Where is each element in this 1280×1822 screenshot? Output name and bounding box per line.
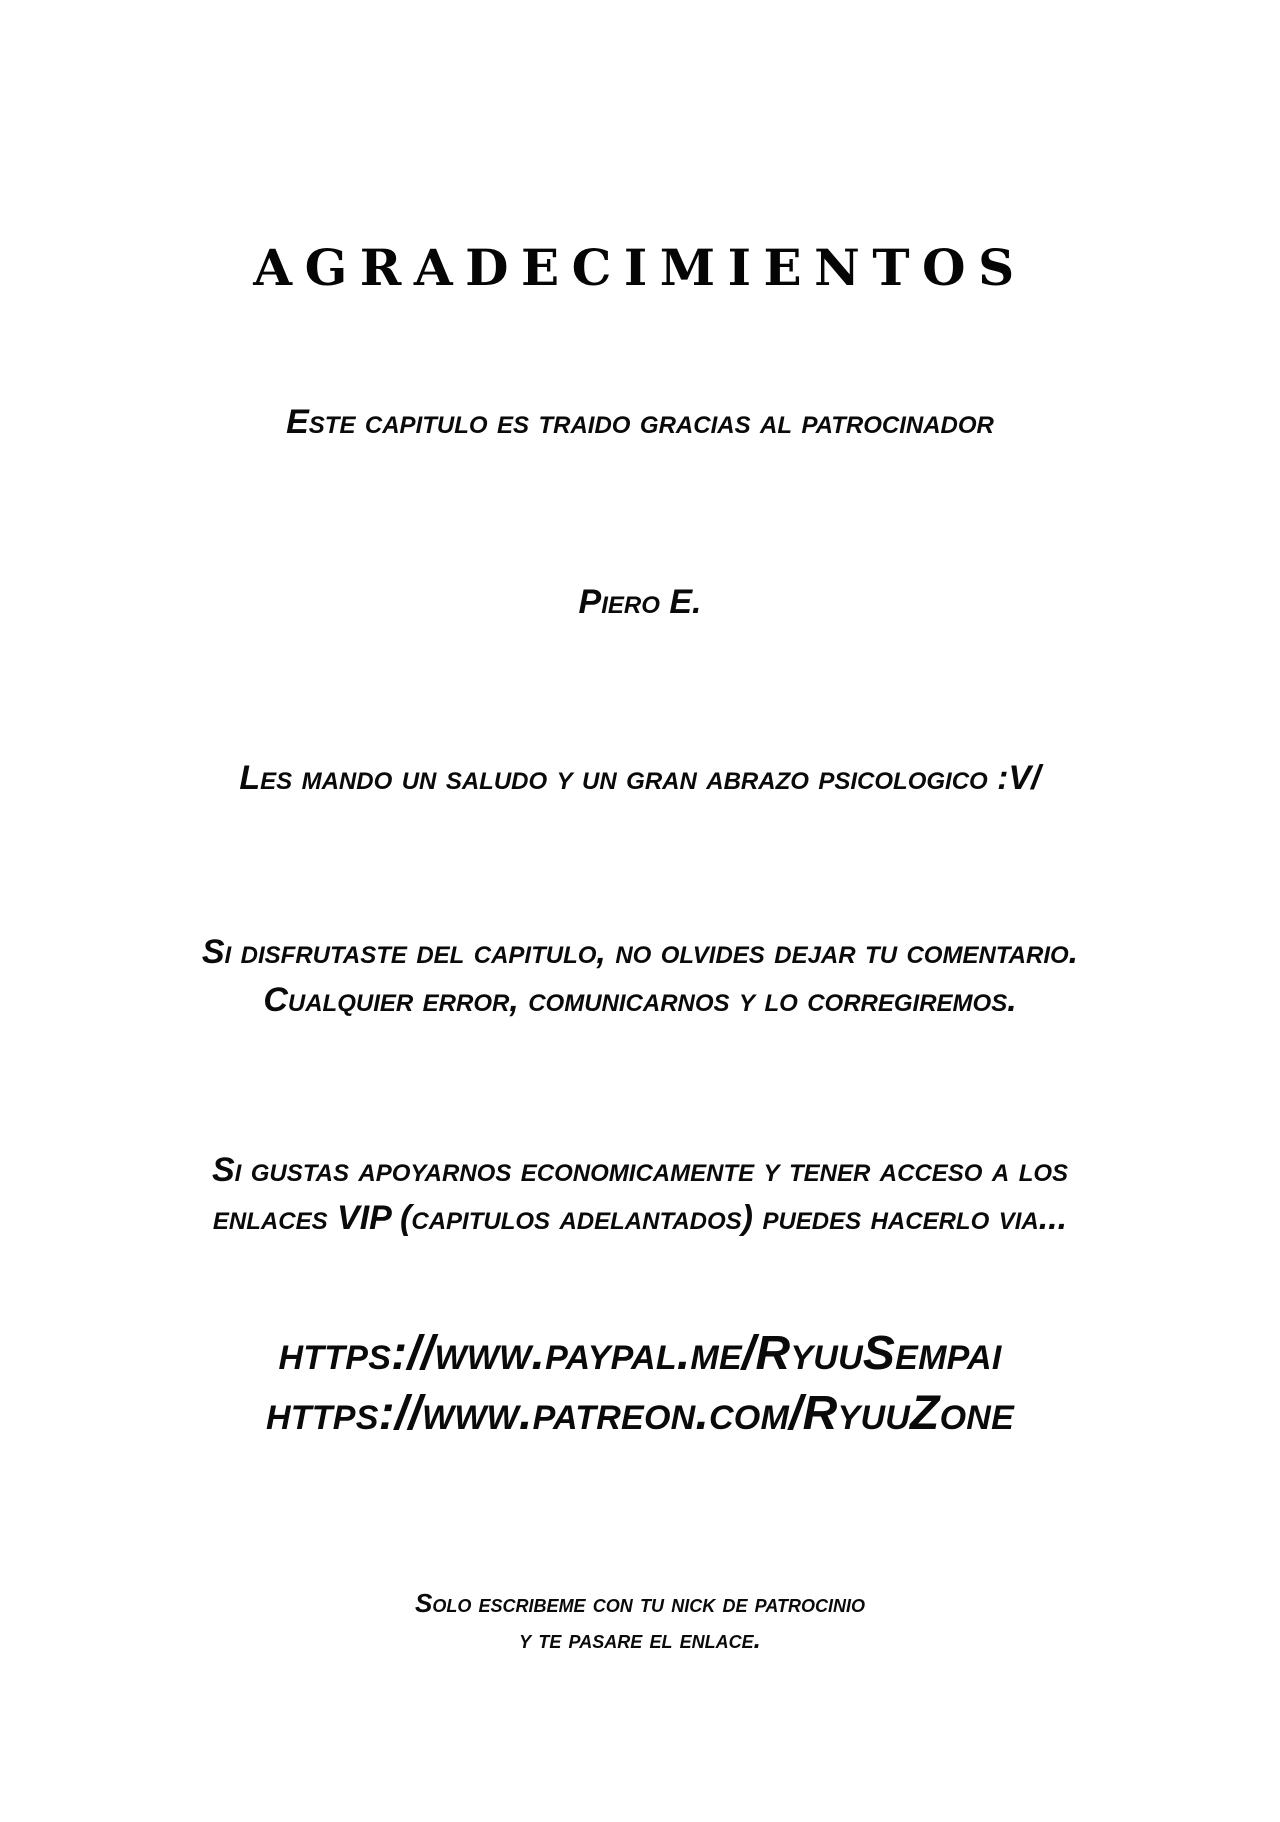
sponsor-intro-text: Este capitulo es traido gracias al patrocinador — [286, 403, 994, 441]
page-title: AGRADECIMIENTOS — [253, 238, 1027, 297]
feedback-line-1: Si disfrutaste del capitulo, no olvides dejar tu comentario. — [201, 933, 1079, 971]
feedback-paragraph — [0, 928, 1280, 1025]
donation-links — [0, 1324, 1280, 1444]
feedback-line-2: Cualquier error, comunicarnos y lo corregiremos. — [263, 981, 1017, 1020]
support-line-1: Si gustas apoyarnos economicamente y tener acceso a los — [211, 1151, 1069, 1189]
patron-name: Piero E. — [578, 583, 702, 621]
patron-instructions — [0, 1586, 1280, 1658]
support-line-2: enlaces VIP (capitulos adelantados) puedes hacerlo via... — [212, 1199, 1068, 1238]
support-paragraph — [0, 1146, 1280, 1243]
note-line-2: y te pasare el enlace. — [519, 1623, 761, 1654]
greeting-text: Les mando un saludo y un gran abrazo psicologico :V/ — [239, 759, 1041, 797]
patreon-link-text: https://www.patreon.com/RyuuZone — [265, 1387, 1015, 1440]
paypal-link-text: https://www.paypal.me/RyuuSempai — [278, 1327, 1002, 1380]
note-line-1: Solo escribeme con tu nick de patrocinio — [414, 1588, 866, 1618]
